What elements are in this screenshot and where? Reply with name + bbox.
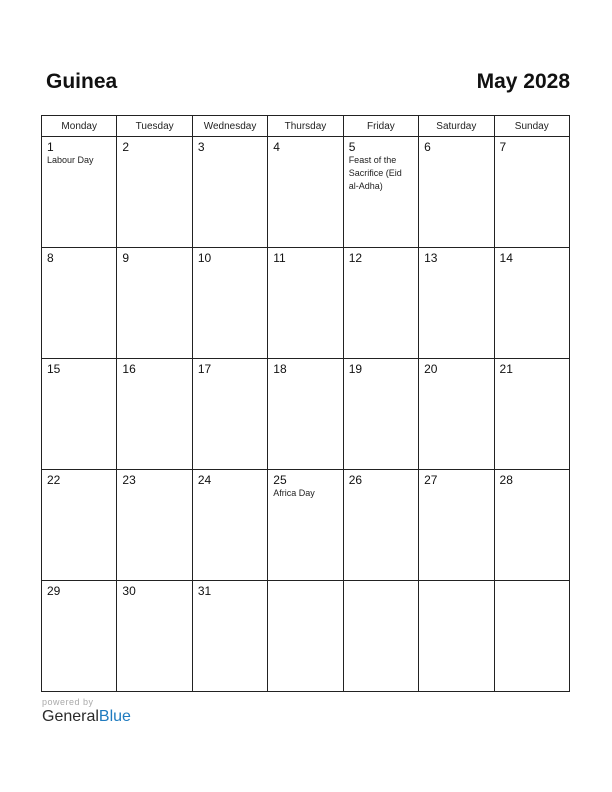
day-number: 19 (348, 362, 363, 376)
day-number: 10 (197, 251, 212, 265)
day-cell (419, 470, 494, 581)
day-number: 29 (47, 584, 61, 598)
powered-by-label: powered by (42, 697, 94, 707)
day-number: 30 (122, 584, 136, 598)
week-row (42, 581, 570, 692)
day-number: 28 (499, 473, 513, 487)
country-title: Guinea (46, 70, 118, 93)
day-cell (494, 581, 569, 692)
calendar-header (41, 70, 570, 100)
day-cell (494, 137, 569, 248)
day-number: 6 (424, 140, 431, 154)
weekday-header: Tuesday (117, 116, 192, 137)
day-cell (268, 581, 343, 692)
holiday-label: Feast of the Sacrifice (Eid al-Adha) (348, 155, 402, 191)
day-number: 9 (122, 251, 130, 265)
brand-general-text: General (42, 708, 99, 725)
day-number: 5 (348, 140, 356, 154)
day-number: 17 (197, 362, 212, 376)
day-number: 23 (122, 473, 136, 487)
week-row (42, 359, 570, 470)
day-number: 16 (122, 362, 136, 376)
day-number: 8 (47, 251, 54, 265)
week-row (42, 470, 570, 581)
day-cell (343, 359, 418, 470)
day-number: 15 (47, 362, 61, 376)
month-year-title: May 2028 (476, 70, 570, 93)
day-number: 22 (47, 473, 61, 487)
day-cell (42, 581, 117, 692)
day-number: 14 (499, 251, 513, 265)
day-number: 27 (424, 473, 438, 487)
day-cell (268, 470, 343, 581)
day-number: 2 (122, 140, 130, 154)
weekday-header: Friday (343, 116, 418, 137)
day-cell (117, 470, 192, 581)
day-cell (42, 359, 117, 470)
day-cell (419, 359, 494, 470)
day-number: 1 (47, 140, 54, 154)
day-number: 26 (348, 473, 363, 487)
day-cell (117, 581, 192, 692)
day-cell (343, 248, 418, 359)
day-number: 20 (424, 362, 438, 376)
weekday-header: Wednesday (192, 116, 267, 137)
day-number: 11 (273, 251, 286, 265)
day-number: 24 (197, 473, 212, 487)
day-number: 25 (273, 473, 287, 487)
week-row (42, 248, 570, 359)
day-cell (192, 359, 267, 470)
day-cell (419, 581, 494, 692)
day-number: 21 (499, 362, 513, 376)
day-cell (343, 470, 418, 581)
holiday-label: Africa Day (273, 488, 315, 498)
day-cell (494, 470, 569, 581)
day-cell (268, 359, 343, 470)
day-number: 3 (197, 140, 205, 154)
day-cell (192, 581, 267, 692)
day-cell (494, 359, 569, 470)
month-calendar-grid (41, 115, 570, 692)
brand-blue-text: Blue (98, 708, 131, 725)
weekday-header: Sunday (494, 116, 569, 137)
day-cell (343, 581, 418, 692)
weekday-header-row (42, 116, 570, 137)
day-number: 31 (197, 584, 212, 598)
weekday-header: Monday (42, 116, 117, 137)
week-row (42, 137, 570, 248)
day-number: 4 (273, 140, 280, 154)
generalblue-logo[interactable] (42, 708, 131, 726)
footer-branding (42, 697, 131, 726)
day-cell (192, 248, 267, 359)
day-cell (268, 248, 343, 359)
day-cell (419, 248, 494, 359)
day-number: 13 (424, 251, 438, 265)
day-cell (117, 359, 192, 470)
day-cell (494, 248, 569, 359)
day-cell (117, 248, 192, 359)
day-cell (117, 137, 192, 248)
holiday-label: Labour Day (47, 155, 94, 165)
day-cell (42, 137, 117, 248)
day-cell (192, 470, 267, 581)
day-cell (192, 137, 267, 248)
day-cell (42, 470, 117, 581)
day-cell (42, 248, 117, 359)
weekday-header: Thursday (268, 116, 343, 137)
weekday-header: Saturday (419, 116, 494, 137)
day-number: 18 (273, 362, 287, 376)
day-cell (343, 137, 418, 248)
day-cell (419, 137, 494, 248)
day-number: 7 (499, 140, 507, 154)
day-cell (268, 137, 343, 248)
day-number: 12 (348, 251, 363, 265)
